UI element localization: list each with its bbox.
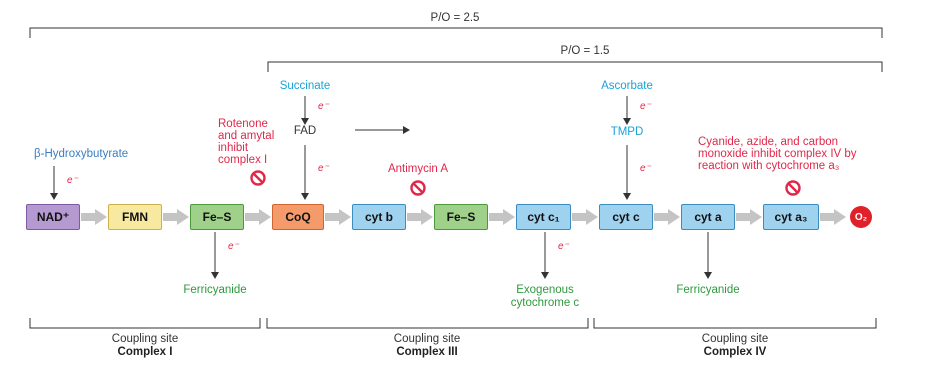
electron-label-nad: e⁻ — [67, 175, 78, 186]
coupling-site-label-2: Coupling site — [393, 333, 461, 345]
cytb-box: cyt b — [352, 204, 406, 230]
po-1.5-label: P/O = 1.5 — [560, 45, 610, 57]
rotenone-line-2: and amytal — [218, 130, 275, 142]
cyanide-inhibit-icon — [785, 180, 801, 196]
rotenone-line-4: complex I — [218, 154, 268, 166]
coupling-site-label-1: Coupling site — [111, 333, 179, 345]
ferricyanide-left-label: Ferricyanide — [183, 284, 247, 296]
ascorbate-label: Ascorbate — [601, 80, 653, 92]
cyanide-line-3: reaction with cytochrome a₃ — [698, 160, 840, 172]
succinate-label: Succinate — [279, 80, 331, 92]
rotenone-inhibit-icon — [250, 170, 266, 186]
cyta-box: cyt a — [681, 204, 735, 230]
complex-III-label: Complex III — [396, 346, 458, 358]
cyanide-line-2: monoxide inhibit complex IV by — [698, 148, 857, 160]
fes-box-2: Fe–S — [434, 204, 488, 230]
coupling-site-label-3: Coupling site — [701, 333, 769, 345]
tmpd-label: TMPD — [610, 126, 644, 138]
electron-label-cytc1: e⁻ — [558, 241, 569, 252]
coupling-bracket-complex-III — [267, 318, 588, 328]
hydroxybutyrate-label: β-Hydroxybutyrate — [34, 148, 129, 160]
fad-label: FAD — [293, 125, 317, 137]
electron-label-tmpd: e⁻ — [640, 163, 651, 174]
cyanide-line-1: Cyanide, azide, and carbon — [698, 136, 839, 148]
coq-box: CoQ — [272, 204, 324, 230]
ferricyanide-right-label: Ferricyanide — [676, 284, 740, 296]
complex-I-label: Complex I — [117, 346, 173, 358]
electron-label-fad: e⁻ — [318, 163, 329, 174]
po-2.5-label: P/O = 2.5 — [430, 12, 480, 24]
exogenous-line-2: cytochrome c — [510, 297, 580, 309]
nad-box: NAD⁺ — [26, 204, 80, 230]
rotenone-line-3: inhibit — [218, 142, 249, 154]
complex-IV-label: Complex IV — [703, 346, 767, 358]
exogenous-line-1: Exogenous — [516, 284, 574, 296]
coupling-bracket-complex-IV — [594, 318, 876, 328]
antimycin-inhibit-icon — [410, 180, 426, 196]
po-1.5-bracket — [268, 62, 882, 72]
cyta3-box: cyt a₃ — [763, 204, 819, 230]
coupling-bracket-complex-I — [30, 318, 260, 328]
cytc1-box: cyt c₁ — [516, 204, 571, 230]
fmn-box: FMN — [108, 204, 162, 230]
antimycin-label: Antimycin A — [387, 163, 449, 175]
electron-label-fes: e⁻ — [228, 241, 239, 252]
po-2.5-bracket — [30, 28, 882, 38]
rotenone-line-1: Rotenone — [218, 118, 268, 130]
cytc-box: cyt c — [599, 204, 653, 230]
oxygen-circle: O₂ — [850, 206, 872, 228]
electron-label-succinate: e⁻ — [318, 101, 329, 112]
fes-box-1: Fe–S — [190, 204, 244, 230]
electron-label-ascorbate: e⁻ — [640, 101, 651, 112]
